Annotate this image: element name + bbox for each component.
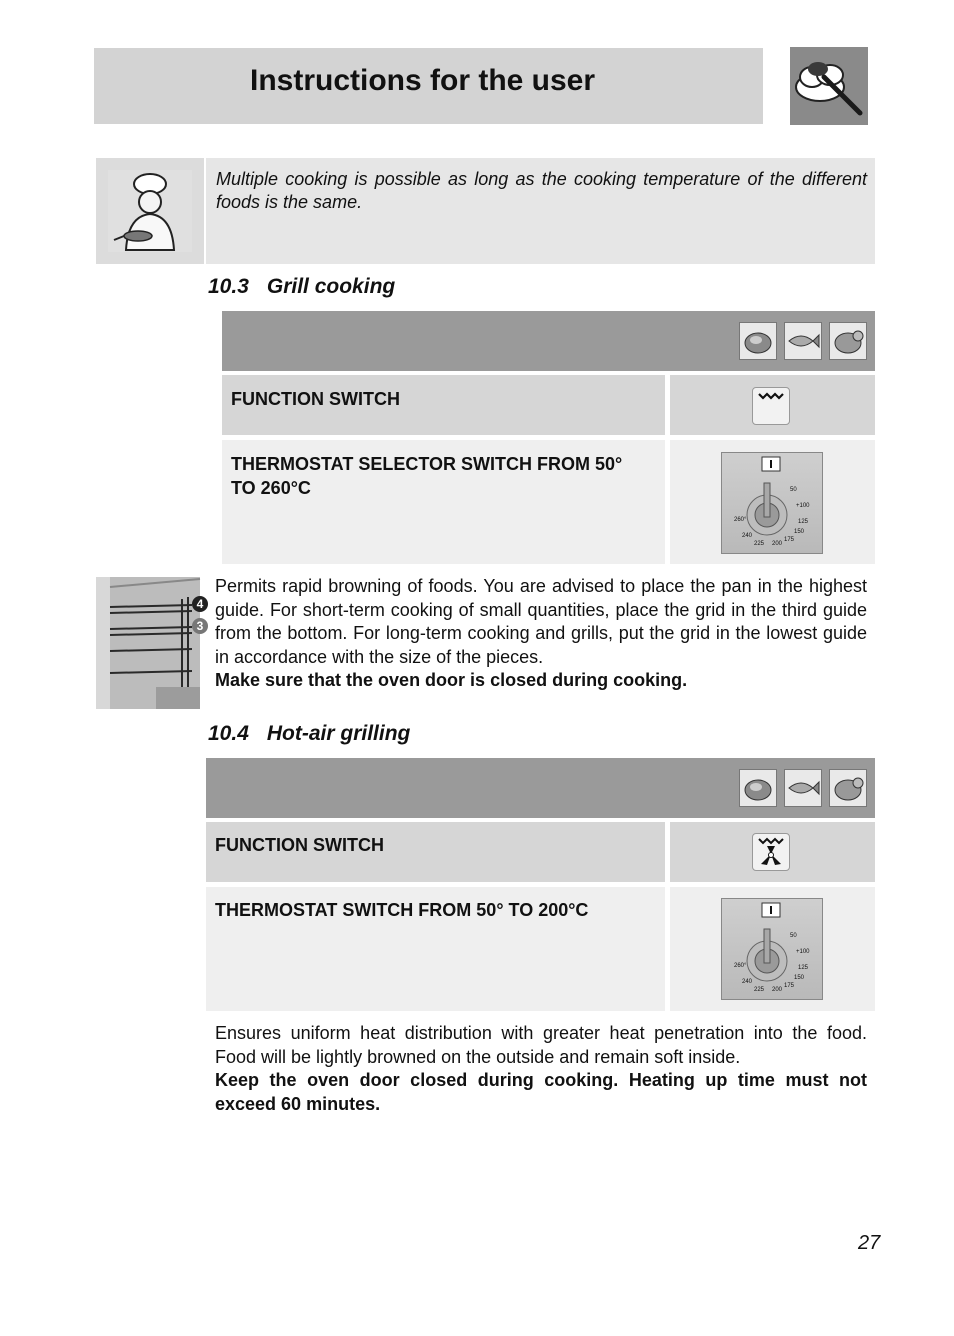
svg-text:225: 225	[754, 987, 765, 993]
section-10-3-body	[215, 575, 867, 693]
meat-icon	[739, 322, 777, 360]
body-bold-text: Make sure that the oven door is closed during cooking.	[215, 670, 688, 690]
svg-text:+100: +100	[796, 503, 810, 509]
section-10-4-body	[215, 1022, 867, 1116]
row-label: FUNCTION SWITCH	[215, 835, 384, 855]
svg-text:125: 125	[798, 965, 809, 971]
page-number: 27	[858, 1232, 881, 1254]
row-function-switch	[206, 822, 665, 882]
page-title: Instructions for the user	[250, 64, 596, 97]
note-text: Multiple cooking is possible as long as the cooking temperature of the different foods is the same.	[216, 169, 867, 212]
poultry-icon	[829, 769, 867, 807]
svg-text:240: 240	[742, 979, 753, 985]
note-icon-panel	[96, 158, 206, 264]
body-bold-text: Keep the oven door closed during cooking. Heating up time must not exceed 60 minutes.	[215, 1070, 867, 1114]
section-heading: Grill cooking	[266, 275, 396, 298]
meat-icon	[739, 769, 777, 807]
svg-text:260°: 260°	[734, 517, 747, 523]
oven-shelf-illustration	[96, 577, 206, 709]
row-thermostat-icon-cell	[670, 440, 875, 564]
svg-text:175: 175	[784, 983, 795, 989]
fish-icon	[784, 322, 822, 360]
row-function-switch	[222, 375, 665, 435]
fan-grill-symbol-icon	[752, 833, 790, 871]
row-thermostat	[222, 440, 665, 564]
chef-icon	[108, 170, 192, 257]
grill-symbol-icon	[752, 387, 790, 425]
svg-text:200: 200	[772, 987, 783, 993]
shelf-label-4: 4	[192, 596, 208, 612]
shelf-label-3: 3	[192, 618, 208, 634]
thermostat-dial-icon	[721, 452, 823, 554]
section-number: 10.4	[208, 722, 249, 745]
svg-text:50: 50	[790, 487, 797, 493]
section-number: 10.3	[208, 275, 249, 298]
svg-text:150: 150	[794, 529, 805, 535]
fish-icon	[784, 769, 822, 807]
row-label: THERMOSTAT SELECTOR SWITCH FROM 50° TO 260°C	[231, 454, 623, 498]
section-title-10-3	[208, 275, 395, 299]
svg-text:240: 240	[742, 533, 753, 539]
row-thermostat	[206, 887, 665, 1011]
row-function-icon-cell	[670, 375, 875, 435]
svg-text:225: 225	[754, 541, 765, 547]
body-text: Permits rapid browning of foods. You are advised to place the pan in the highest guide. For short-term cooking of small quantities, place the grid in the third guide from the bottom. For long-term cooking and grills, put the grid in the lowest guide in accordance with the size of the pieces.	[215, 576, 867, 667]
poultry-icon	[829, 322, 867, 360]
body-text: Ensures uniform heat distribution with greater heat penetration into the food. Food will be lightly browned on the outside and remain soft inside.	[215, 1023, 867, 1067]
svg-text:+100: +100	[796, 949, 810, 955]
thermostat-dial-icon	[721, 898, 823, 1000]
spoon-chef-hat-icon	[790, 47, 868, 125]
row-function-icon-cell	[670, 822, 875, 882]
row-thermostat-icon-cell	[670, 887, 875, 1011]
svg-text:260°: 260°	[734, 963, 747, 969]
row-label: FUNCTION SWITCH	[231, 389, 400, 409]
svg-text:175: 175	[784, 537, 795, 543]
svg-text:50: 50	[790, 933, 797, 939]
svg-text:200: 200	[772, 541, 783, 547]
section-title-10-4	[208, 722, 410, 746]
section-heading: Hot-air grilling	[266, 722, 411, 745]
table-header-10-3	[222, 311, 875, 371]
row-label: THERMOSTAT SWITCH FROM 50° TO 200°C	[215, 900, 589, 920]
svg-text:125: 125	[798, 519, 809, 525]
svg-text:150: 150	[794, 975, 805, 981]
